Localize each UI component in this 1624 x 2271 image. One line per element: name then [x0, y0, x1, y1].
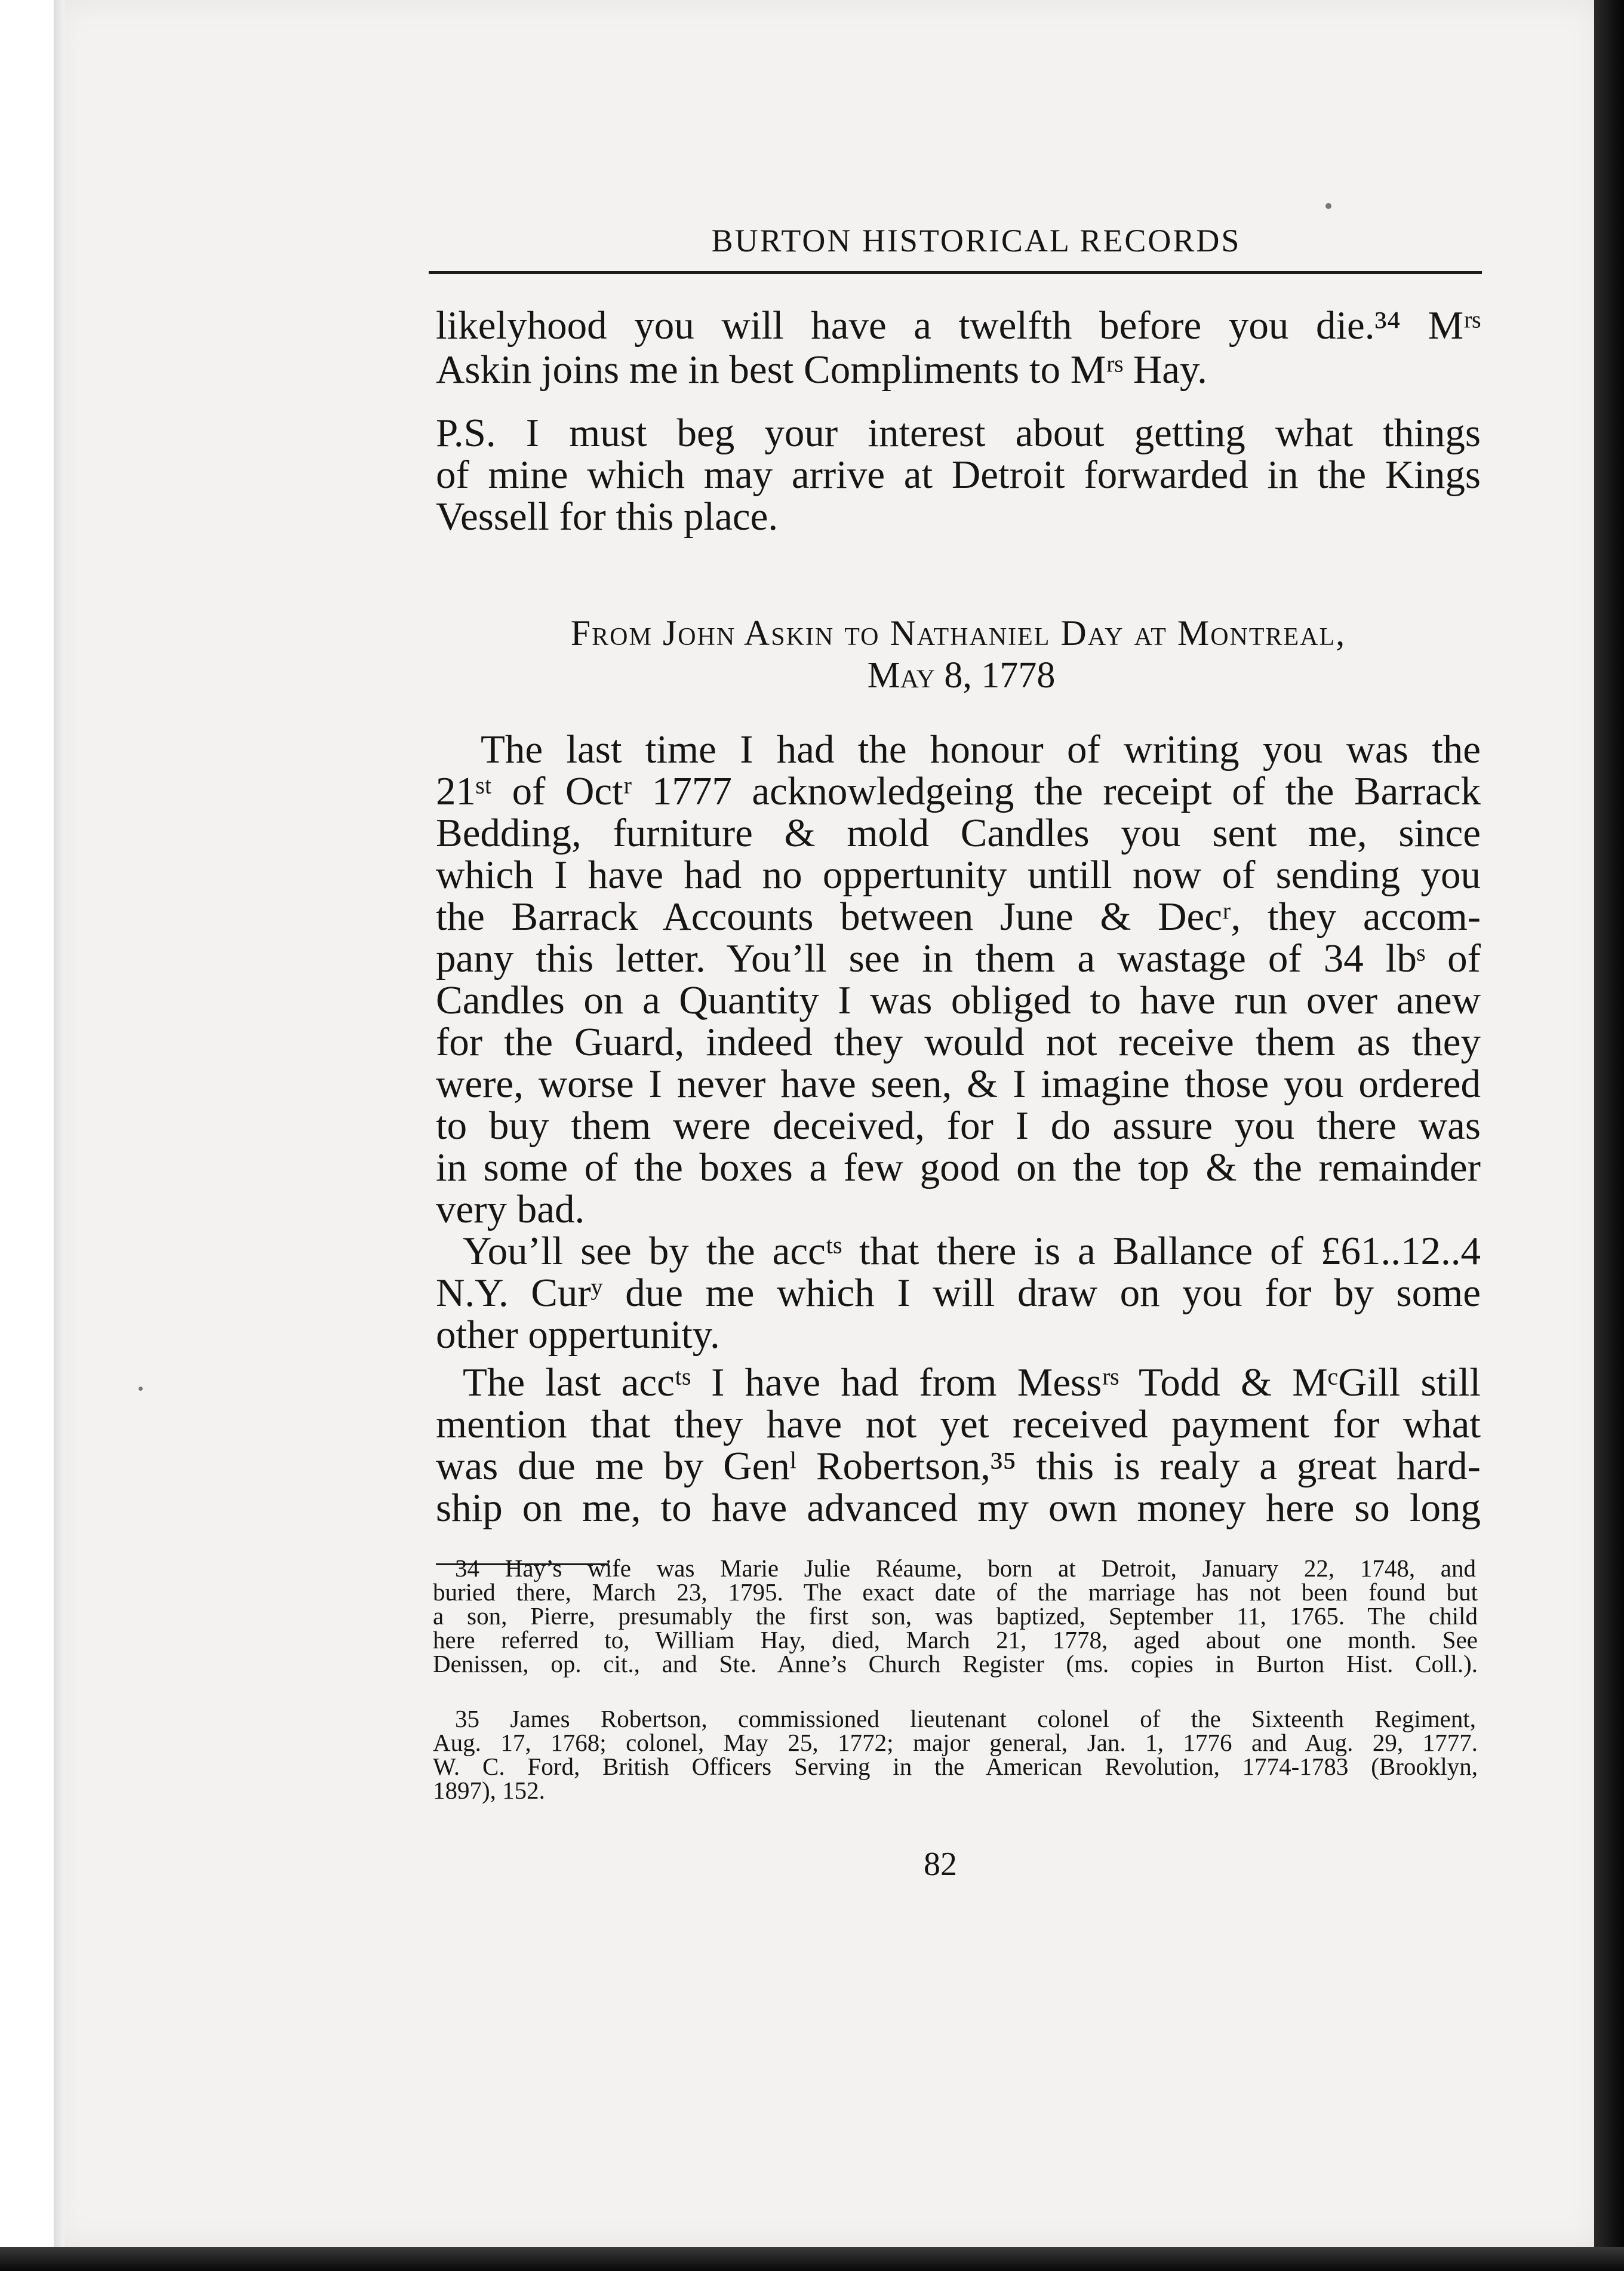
footnote-34-line: buried there, March 23, 1795. The exact date of the marriage has not been found but [433, 1578, 1478, 1606]
postscript-line: Vessell for this place. [436, 494, 779, 539]
paragraph-line: were, worse I never have seen, & I imagine those you ordered [436, 1062, 1481, 1106]
footnote-34-line: Denissen, op. cit., and Ste. Anne’s Church Register (ms. copies in Burton Hist. Coll.). [433, 1650, 1478, 1677]
paragraph-line: to buy them were deceived, for I do assure you there was [436, 1104, 1481, 1148]
paragraph-line: very bad. [436, 1187, 585, 1231]
paragraph-line: in some of the boxes a few good on the top & the remainder [436, 1145, 1481, 1190]
paragraph-line: Candles on a Quantity I was obliged to have run over anew [436, 978, 1481, 1022]
header-rule [429, 271, 1482, 274]
footnote-35-line: 1897), 152. [433, 1777, 545, 1804]
paragraph-line: mention that they have not yet received payment for what [436, 1402, 1481, 1446]
paragraph-line: You’ll see by the accᵗˢ that there is a Ballance of £61..12..4 [463, 1229, 1481, 1273]
footnote-35-line: W. C. Ford, British Officers Serving in the American Revolution, 1774-1783 (Brooklyn, [433, 1753, 1478, 1780]
footnote-35-line: 35 James Robertson, commissioned lieutenant colonel of the Sixteenth Regiment, [455, 1705, 1476, 1732]
paragraph-line: N.Y. Curʸ due me which I will draw on you for by some [436, 1271, 1481, 1315]
paper-speck [1325, 203, 1331, 209]
paragraph-line: The last accᵗˢ I have had from Messʳˢ Todd & MᶜGill still [463, 1360, 1481, 1405]
paper-speck [139, 1387, 143, 1391]
paragraph-line: was due me by Genˡ Robertson,³⁵ this is realy a great hard- [436, 1444, 1481, 1488]
postscript-line: P.S. I must beg your interest about getting what things [436, 411, 1481, 455]
footnote-34-line: 34 Hay’s wife was Marie Julie Réaume, born at Detroit, January 22, 1748, and [455, 1554, 1476, 1582]
letter-date: May 8, 1778 [867, 655, 1056, 696]
paragraph-line: ship on me, to have advanced my own money here so long [436, 1486, 1481, 1530]
paragraph-line: other oppertunity. [436, 1313, 720, 1357]
scan-edge-bottom [0, 2247, 1624, 2271]
paragraph-line: The last time I had the honour of writing you was the [481, 727, 1481, 772]
paragraph-line: the Barrack Accounts between June & Decʳ, they accom- [436, 895, 1481, 939]
text-line: Askin joins me in best Compliments to Mʳˢ Hay. [436, 348, 1207, 392]
footnote-34-line: here referred to, William Hay, died, March 21, 1778, aged about one month. See [433, 1626, 1478, 1654]
paragraph-line: Bedding, furniture & mold Candles you sent me, since [436, 811, 1481, 855]
footnote-34-line: a son, Pierre, presumably the first son, was baptized, September 11, 1765. The child [433, 1602, 1478, 1630]
footnote-35-line: Aug. 17, 1768; colonel, May 25, 1772; major general, Jan. 1, 1776 and Aug. 29, 1777. [433, 1729, 1478, 1756]
paragraph-line: pany this letter. You’ll see in them a wastage of 34 lbˢ of [436, 936, 1481, 981]
letter-title: From John Askin to Nathaniel Day at Montreal, [570, 613, 1346, 653]
page-gutter-shadow [54, 0, 64, 2247]
paragraph-line: 21ˢᵗ of Octʳ 1777 acknowledgeing the receipt of the Barrack [436, 769, 1481, 813]
text-line: likelyhood you will have a twelfth before you die.³⁴ Mʳˢ [436, 303, 1481, 348]
paragraph-line: for the Guard, indeed they would not receive them as they [436, 1020, 1481, 1064]
postscript-line: of mine which may arrive at Detroit forwarded in the Kings [436, 453, 1481, 497]
page-number: 82 [924, 1846, 957, 1883]
paragraph-line: which I have had no oppertunity untill now of sending you [436, 853, 1481, 897]
scan-edge-right [1594, 0, 1624, 2271]
running-head: BURTON HISTORICAL RECORDS [711, 223, 1241, 259]
